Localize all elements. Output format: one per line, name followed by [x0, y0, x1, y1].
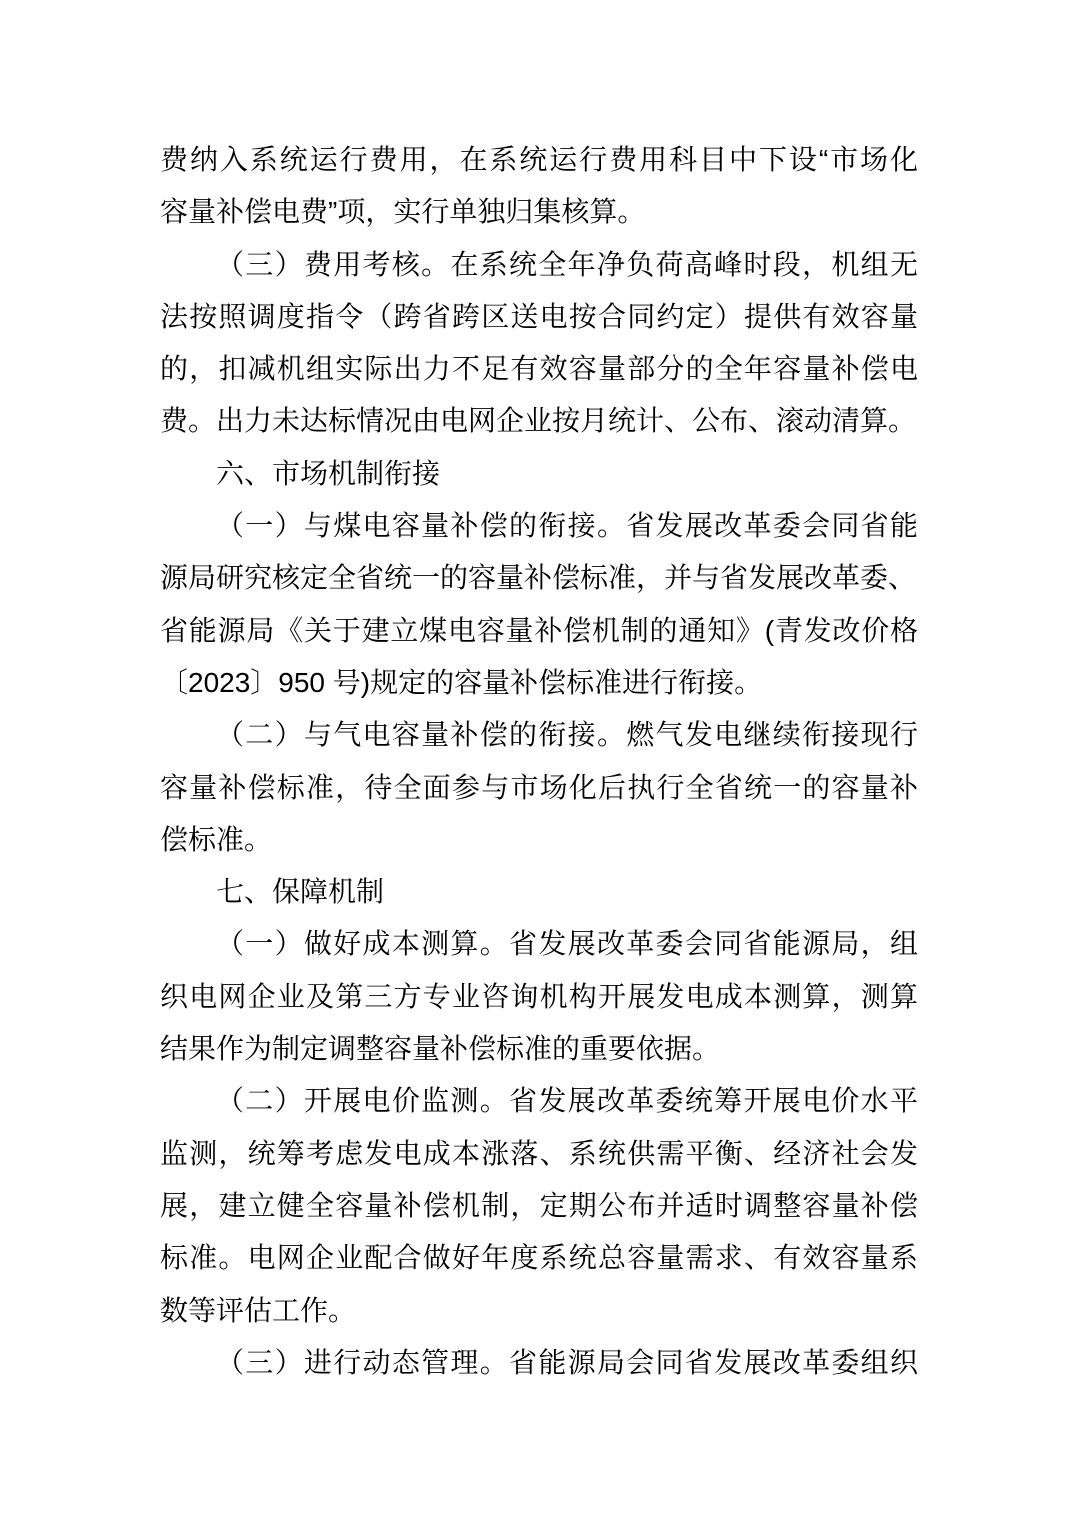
text-line: 监测，统筹考虑发电成本涨落、系统供需平衡、经济社会发: [160, 1137, 918, 1169]
section-heading-6: 六、市场机制衔接: [216, 457, 441, 489]
paragraph-last-line: 〔2023〕950 号)规定的容量补偿标准进行衔接。: [160, 666, 763, 698]
document-text-block: [160, 134, 918, 1389]
text-line: 省能源局《关于建立煤电容量补偿机制的通知》(青发改价格: [160, 614, 918, 646]
text-line: 费纳入系统运行费用，在系统运行费用科目中下设“市场化: [160, 144, 918, 175]
text-line: 织电网企业及第三方专业咨询机构开展发电成本测算，测算: [160, 980, 918, 1012]
text-line: 法按照调度指令（跨省跨区送电按合同约定）提供有效容量: [160, 300, 918, 332]
text-line: 源局研究核定全省统一的容量补偿标准，并与省发展改革委、: [160, 562, 917, 594]
text-line: 的，扣减机组实际出力不足有效容量部分的全年容量补偿电: [160, 353, 918, 385]
paragraph-first-line: （三）费用考核。在系统全年净负荷高峰时段，机组无: [216, 248, 918, 280]
section-heading-7: 七、保障机制: [216, 876, 385, 908]
paragraph-last-line: 数等评估工作。: [160, 1294, 357, 1326]
paragraph-first-line: （二）开展电价监测。省发展改革委统筹开展电价水平: [216, 1085, 918, 1117]
text-line: 展，建立健全容量补偿机制，定期公布并适时调整容量补偿: [160, 1189, 918, 1221]
paragraph-first-line: （一）做好成本测算。省发展改革委会同省能源局，组: [216, 928, 918, 960]
paragraph-last-line: 结果作为制定调整容量补偿标准的重要依据。: [160, 1033, 721, 1065]
paragraph-last-line: 偿标准。: [160, 823, 273, 855]
text-line: 标准。电网企业配合做好年度系统总容量需求、有效容量系: [160, 1242, 918, 1274]
paragraph-first-line: （二）与气电容量补偿的衔接。燃气发电继续衔接现行: [216, 719, 918, 751]
text-line: 容量补偿标准，待全面参与市场化后执行全省统一的容量补: [160, 771, 918, 803]
paragraph-last-line: 容量补偿电费”项，实行单独归集核算。: [160, 196, 646, 228]
paragraph-last-line: 费。出力未达标情况由电网企业按月统计、公布、滚动清算。: [160, 405, 917, 437]
paragraph-first-line: （三）进行动态管理。省能源局会同省发展改革委组织: [216, 1346, 918, 1378]
paragraph-first-line: （一）与煤电容量补偿的衔接。省发展改革委会同省能: [216, 510, 918, 542]
